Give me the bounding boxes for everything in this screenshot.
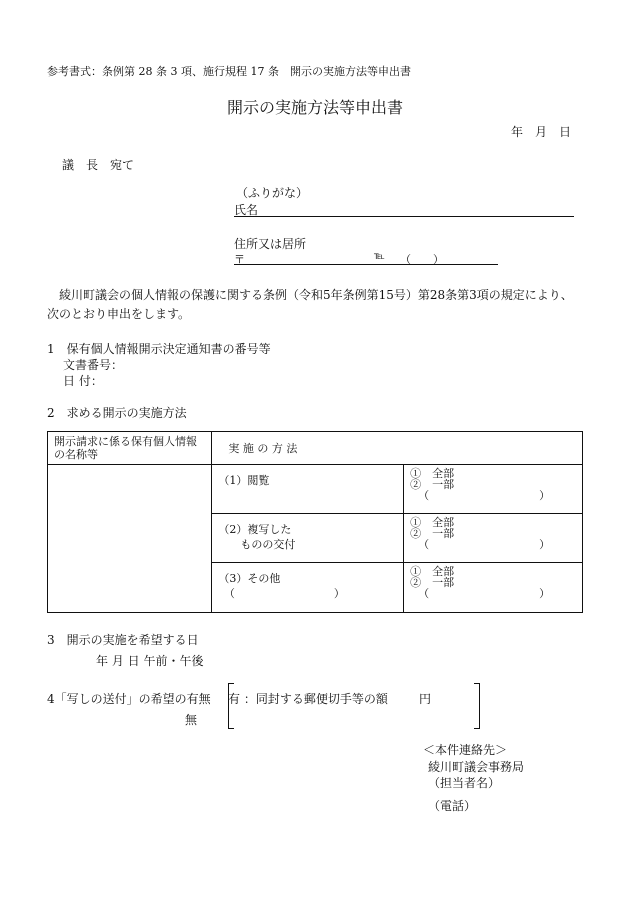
intro-text: 綾川町議会の個人情報の保護に関する条例（令和5年条例第15号）第28条第3項の規定により、次のとおり申出をします。	[47, 288, 573, 321]
methods-table	[47, 431, 583, 613]
option-2-all[interactable]: ① 全部	[410, 516, 455, 529]
method-2-line2: ものの交付	[218, 538, 296, 551]
option-cell-1[interactable]	[404, 465, 583, 514]
desired-date[interactable]: 年 月 日 午前・午後	[96, 654, 204, 668]
method-1-line1: （1）閲覧	[218, 474, 270, 487]
method-cell-3[interactable]	[212, 563, 404, 613]
section3-heading: 3 開示の実施を希望する日	[47, 633, 199, 647]
contact-office: 綾川町議会事務局	[428, 760, 525, 774]
address-label: 住所又は居所	[234, 237, 307, 251]
doc-number-label[interactable]: 文書番号：	[63, 358, 124, 372]
method-3-line2: （ ）	[218, 587, 345, 600]
reference-line: 参考書式：条例第 28 条 3 項、施行規程 17 条 開示の実施方法等申出書	[47, 65, 411, 78]
section2-heading: 2 求める開示の実施方法	[47, 406, 187, 420]
option-3-detail[interactable]: （ ）	[418, 587, 551, 600]
tel-field[interactable]: （ ）	[400, 253, 444, 266]
method-2-line1: （2）複写した	[218, 523, 292, 536]
header-col2: 実 施 の 方 法	[228, 442, 298, 455]
form-title: 開示の実施方法等申出書	[226, 98, 403, 117]
addressee: 議 長 宛て	[62, 158, 135, 172]
option-2-detail[interactable]: （ ）	[418, 538, 551, 551]
header-col1: 開示請求に係る保有個人情報の名称等	[54, 435, 197, 461]
option-3-part[interactable]: ② 一部	[410, 576, 455, 589]
section4-heading: 4「写しの送付」の希望の有無	[47, 692, 211, 706]
table-header-row	[48, 432, 583, 465]
option-3-all[interactable]: ① 全部	[410, 565, 455, 578]
info-name-cell[interactable]	[48, 465, 212, 613]
postal-mark: 〒	[234, 253, 245, 266]
furigana-label: （ふりがな）	[236, 186, 309, 200]
method-3-line1: （3）その他	[218, 572, 281, 585]
method-cell-2[interactable]	[212, 514, 404, 563]
option-no[interactable]: 無	[185, 713, 198, 727]
option-1-detail[interactable]: （ ）	[418, 489, 551, 502]
table-row	[48, 465, 583, 514]
option-1-all[interactable]: ① 全部	[410, 467, 455, 480]
option-yes[interactable]: 有 ：同封する郵便切手等の額	[228, 692, 388, 706]
option-1-part[interactable]: ② 一部	[410, 478, 455, 491]
contact-person: （担当者名）	[428, 776, 501, 790]
section1-heading: 1 保有個人情報開示決定通知書の番号等	[47, 342, 271, 356]
right-bracket	[474, 683, 480, 729]
name-field[interactable]	[234, 201, 574, 217]
intro-paragraph	[47, 286, 583, 324]
date-line: 年 月 日	[511, 125, 572, 139]
name-label: 氏名	[234, 203, 259, 217]
address-field[interactable]	[234, 251, 498, 265]
contact-heading: ＜本件連絡先＞	[423, 743, 508, 757]
method-cell-1[interactable]	[212, 465, 404, 514]
option-2-part[interactable]: ② 一部	[410, 527, 455, 540]
option-cell-3[interactable]	[404, 563, 583, 613]
tel-label: ℡	[374, 251, 385, 262]
yen-unit: 円	[419, 692, 432, 706]
contact-phone: （電話）	[428, 799, 477, 813]
option-cell-2[interactable]	[404, 514, 583, 563]
doc-date-label[interactable]: 日 付：	[63, 374, 103, 388]
